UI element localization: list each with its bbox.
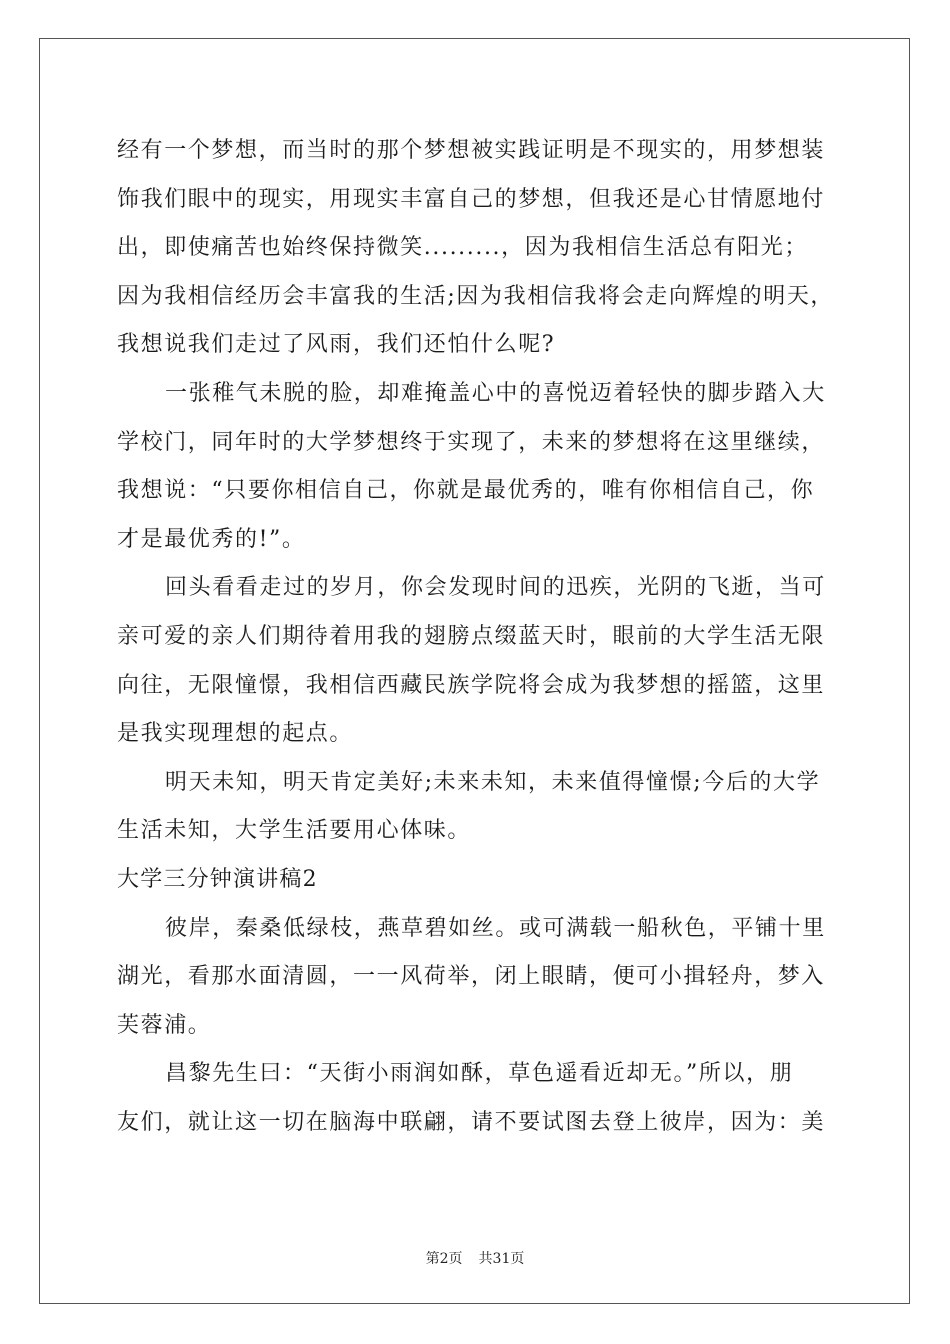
text-line: 是我实现理想的起点。 bbox=[117, 721, 354, 747]
text-line: 才是最优秀的!”。 bbox=[117, 526, 306, 552]
text-line: 学校门，同年时的大学梦想终于实现了，未来的梦想将在这里继续， bbox=[117, 429, 826, 455]
paragraph-first-line: 回头看看走过的岁月，你会发现时间的迅疾，光阴的飞逝，当可 bbox=[165, 575, 826, 601]
document-body bbox=[117, 127, 837, 1147]
text-line: 向往，无限憧憬，我相信西藏民族学院将会成为我梦想的摇篮，这里 bbox=[117, 672, 826, 698]
text-line: 我想说：“只要你相信自己，你就是最优秀的，唯有你相信自己，你 bbox=[117, 478, 815, 504]
page-number: 第2页 bbox=[425, 1251, 463, 1267]
text-line: 生活未知，大学生活要用心体味。 bbox=[117, 818, 472, 844]
page-total: 共31页 bbox=[478, 1251, 525, 1267]
text-line: 芙蓉浦。 bbox=[117, 1012, 212, 1038]
page-footer bbox=[0, 1248, 950, 1268]
section-heading: 大学三分钟演讲稿2 bbox=[117, 866, 318, 892]
text-line: 经有一个梦想，而当时的那个梦想被实践证明是不现实的，用梦想装 bbox=[117, 138, 826, 163]
text-line: 亲可爱的亲人们期待着用我的翅膀点缀蓝天时，眼前的大学生活无限 bbox=[117, 623, 826, 649]
text-line: 饰我们眼中的现实，用现实丰富自己的梦想，但我还是心甘情愿地付 bbox=[117, 186, 826, 212]
paragraph-first-line: 彼岸，秦桑低绿枝，燕草碧如丝。或可满载一船秋色，平铺十里 bbox=[165, 915, 826, 941]
text-line: 友们，就让这一切在脑海中联翩，请不要试图去登上彼岸，因为：美 bbox=[117, 1109, 826, 1135]
text-line: 因为我相信经历会丰富我的生活;因为我相信我将会走向辉煌的明天， bbox=[117, 283, 835, 309]
text-line: 出，即使痛苦也始终保持微笑.........，因为我相信生活总有阳光； bbox=[117, 235, 808, 261]
text-line: 湖光，看那水面清圆，一一风荷举，闭上眼睛，便可小揖轻舟，梦入 bbox=[117, 964, 826, 990]
text-line: 我想说我们走过了风雨，我们还怕什么呢? bbox=[117, 332, 556, 358]
paragraph-first-line: 明天未知，明天肯定美好;未来未知，未来值得憧憬;今后的大学 bbox=[165, 769, 821, 795]
paragraph-first-line: 一张稚气未脱的脸，却难掩盖心中的喜悦迈着轻快的脚步踏入大 bbox=[165, 380, 826, 406]
paragraph-first-line: 昌黎先生曰：“天街小雨润如酥，草色遥看近却无。”所以，朋 bbox=[165, 1061, 794, 1087]
